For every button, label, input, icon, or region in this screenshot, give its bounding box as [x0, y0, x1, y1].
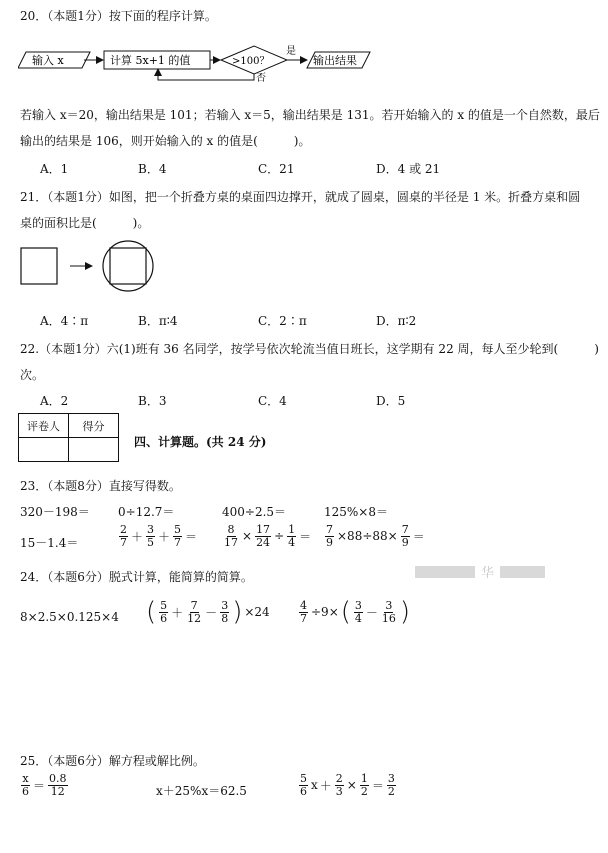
flow-yes-label: 是 — [286, 46, 296, 57]
q23-item-1: 320－198＝ — [20, 505, 90, 519]
q25-eq-3: $\frac{5}{6}$ x ＋ $\frac{2}{3}$ × $\frac{1}{2}$ ＝ $\frac{3}{2}$ — [300, 772, 395, 798]
q20-option-d: D．4 或 21 — [376, 162, 441, 176]
q22-option-a: A．2 — [40, 394, 69, 408]
q23-item-5: 15－1.4＝ — [20, 536, 79, 550]
q20-option-c: C．21 — [258, 162, 295, 176]
q22-line1: 22.（本题1分）六(1)班有 36 名同学，按学号依次轮流当值日班长，这学期有 22 周，每人至少轮到( ) — [20, 342, 599, 356]
flow-output-text: 输出结果 — [313, 54, 357, 67]
q24-title: 24．（本题6分）脱式计算，能简算的简算。 — [20, 570, 253, 584]
inscribed-square-shape — [110, 248, 146, 284]
q21-option-d: D．π∶2 — [376, 314, 417, 328]
q21-line2: 桌的面积比是( )。 — [20, 216, 150, 230]
q23-item-6: $\frac{2}{7}$ ＋ $\frac{3}{5}$ ＋ $\frac{5}{7}$ ＝ — [120, 523, 198, 549]
score-label: 得分 — [69, 414, 119, 438]
watermark: 华 — [415, 562, 545, 581]
q22-option-d: D．5 — [376, 394, 406, 408]
score-cell — [69, 438, 119, 462]
q23-item-8: $\frac{7}{9}$ ×88÷88× $\frac{7}{9}$ ＝ — [326, 523, 425, 549]
grader-label: 评卷人 — [19, 414, 69, 438]
q25-eq-2: x＋25%x＝62.5 — [156, 784, 247, 798]
flow-compute-text: 计算 5x+1 的值 — [110, 54, 191, 67]
q20-flowchart — [18, 40, 398, 82]
q23-item-2: 0÷12.7＝ — [118, 505, 175, 519]
q20-title: 20．（本题1分）按下面的程序计算。 — [20, 9, 217, 23]
q24-expr-1: 8×2.5×0.125×4 — [20, 610, 119, 624]
flow-decision-text: >100？ — [232, 56, 270, 67]
q24-expr-2: ( $\frac{5}{6}$ ＋ $\frac{7}{12}$ － $\frac{3}{8}$ ) ×24 — [146, 597, 270, 627]
q24-expr-3: $\frac{4}{7}$ ÷9× ( $\frac{3}{4}$ － $\frac{3}{16}$ ) — [300, 597, 411, 627]
q22-option-c: C．4 — [258, 394, 287, 408]
q21-table-figure — [18, 240, 168, 292]
q20-line2: 输出的结果是 106，则开始输入的 x 的值是( )。 — [20, 134, 311, 148]
q20-option-a: A．1 — [40, 162, 69, 176]
q20-line1: 若输入 x＝20，输出结果是 101；若输入 x＝5，输出结果是 131。若开始输入的 x 的值是一个自然数，最后 — [20, 108, 600, 122]
flow-input-text: 输入 x — [32, 54, 64, 67]
square-table-shape — [21, 248, 57, 284]
section4-title: 四、计算题。(共 24 分) — [134, 435, 267, 449]
q20-option-b: B．4 — [138, 162, 167, 176]
q21-option-c: C．2∶π — [258, 314, 307, 328]
q22-line2: 次。 — [20, 368, 45, 382]
q25-eq-1: $\frac{x}{6}$ ＝ $\frac{0.8}{12}$ — [22, 772, 67, 798]
q21-option-b: B．π∶4 — [138, 314, 178, 328]
q21-line1: 21．（本题1分）如图，把一个折叠方桌的桌面四边撑开，就成了圆桌，圆桌的半径是 1 米。折叠方桌和圆 — [20, 190, 581, 204]
q23-title: 23．（本题8分）直接写得数。 — [20, 479, 181, 493]
score-table — [18, 413, 119, 462]
q25-title: 25．（本题6分）解方程或解比例。 — [20, 754, 205, 768]
q23-item-7: $\frac{8}{17}$ × $\frac{17}{24}$ ÷ $\frac{1}{4}$ ＝ — [224, 523, 312, 549]
q23-item-3: 400÷2.5＝ — [222, 505, 287, 519]
q23-item-4: 125%×8＝ — [324, 505, 388, 519]
flow-no-label: 否 — [256, 73, 266, 82]
grader-cell — [19, 438, 69, 462]
q21-option-a: A．4∶π — [40, 314, 89, 328]
q22-option-b: B．3 — [138, 394, 167, 408]
